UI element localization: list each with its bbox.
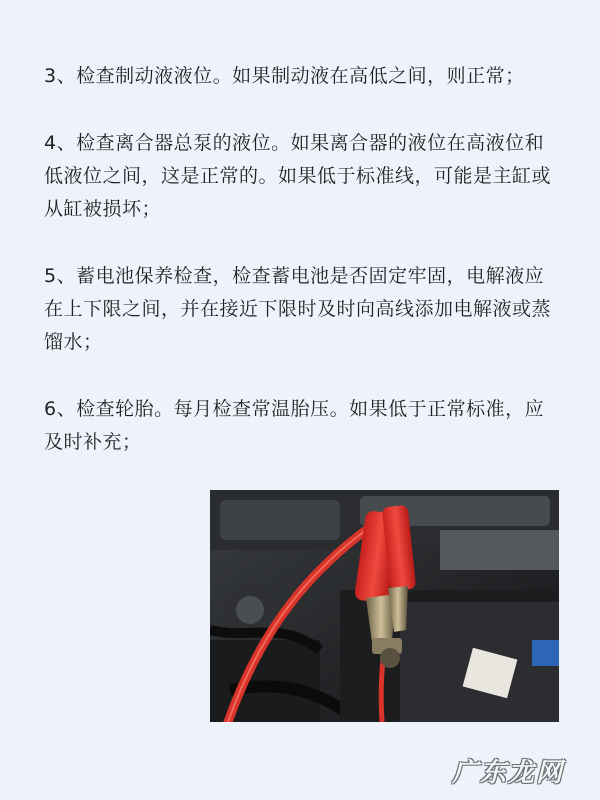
site-watermark: 广东龙网 xyxy=(451,758,564,788)
battery-jumper-cable-photo xyxy=(210,490,559,722)
engine-bay-illustration xyxy=(210,490,559,722)
paragraph-step-6: 6、检查轮胎。每月检查常温胎压。如果低于正常标准，应及时补充； xyxy=(44,398,545,453)
paragraph-step-5: 5、蓄电池保养检查，检查蓄电池是否固定牢固，电解液应在上下限之间，并在接近下限时及时向高线添加电解液或蒸馏水； xyxy=(44,265,552,353)
paragraph-step-4: 4、检查离合器总泵的液位。如果离合器的液位在高液位和低液位之间，这是正常的。如果低于标准线，可能是主缸或从缸被损坏； xyxy=(44,132,552,220)
paragraph-step-3: 3、检查制动液液位。如果制动液在高低之间，则正常； xyxy=(44,65,525,87)
article-body xyxy=(44,60,560,493)
